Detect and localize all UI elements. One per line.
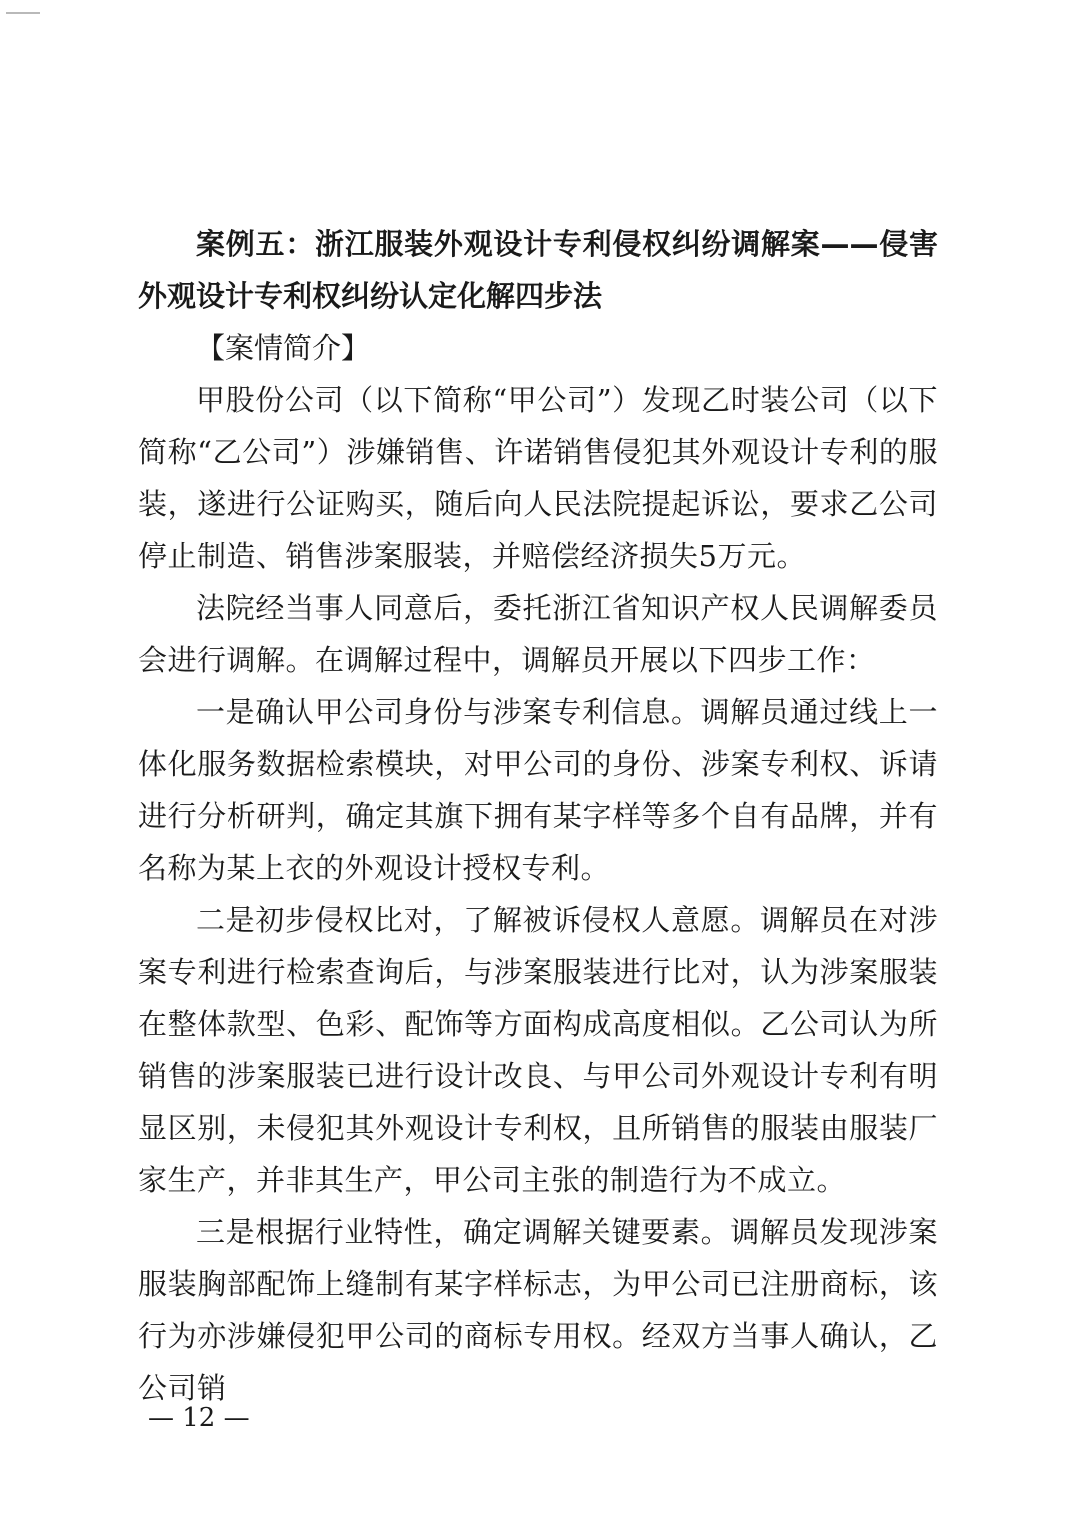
paragraph: 一是确认甲公司身份与涉案专利信息。调解员通过线上一体化服务数据检索模块，对甲公司的身份、涉案专利权、诉请进行分析研判，确定其旗下拥有某字样等多个自有品牌，并有名称为某上衣的外观设计授权专利。 <box>138 695 938 885</box>
page-number: — 12 — <box>148 1403 250 1433</box>
document-page <box>138 218 938 1414</box>
paragraph: 甲股份公司（以下简称“甲公司”）发现乙时装公司（以下简称“乙公司”）涉嫌销售、许诺销售侵犯其外观设计专利的服装，遂进行公证购买，随后向人民法院提起诉讼，要求乙公司停止制造、销售涉案服装，并赔偿经济损失5万元。 <box>138 383 938 573</box>
case-title: 案例五：浙江服装外观设计专利侵权纠纷调解案——侵害外观设计专利权纠纷认定化解四步法 <box>138 227 938 313</box>
paragraph: 二是初步侵权比对，了解被诉侵权人意愿。调解员在对涉案专利进行检索查询后，与涉案服装进行比对，认为涉案服装在整体款型、色彩、配饰等方面构成高度相似。乙公司认为所销售的涉案服装已进行设计改良、与甲公司外观设计专利有明显区别，未侵犯其外观设计专利权，且所销售的服装由服装厂家生产，并非其生产，甲公司主张的制造行为不成立。 <box>138 903 938 1197</box>
paragraph: 法院经当事人同意后，委托浙江省知识产权人民调解委员会进行调解。在调解过程中，调解员开展以下四步工作： <box>138 591 938 677</box>
paragraph: 三是根据行业特性，确定调解关键要素。调解员发现涉案服装胸部配饰上缝制有某字样标志，为甲公司已注册商标，该行为亦涉嫌侵犯甲公司的商标专用权。经双方当事人确认，乙公司销 <box>138 1215 938 1405</box>
scan-edge-mark <box>6 12 40 14</box>
section-heading: 【案情简介】 <box>196 331 371 365</box>
